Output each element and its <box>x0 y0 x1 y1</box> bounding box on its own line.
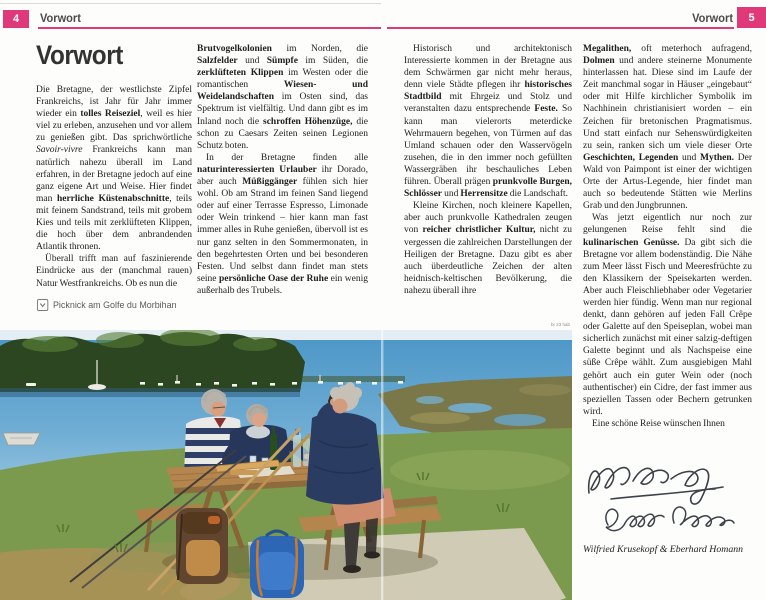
text-column-left-2: Brutvogelkolonien im Norden, die Salzfelder und Sümpfe im Süden, die zerklüfteten Klippen im Westen oder die romantischen Wiesen- und Weidelandschaften im Osten sind, das Spektrum ist vielfältig. Und dann gibt es im Inland noch die schroffen Höhenzüge, die schon zu Caesars Zeiten seinen Legionen Schutz boten. In der Bretagne finden alle naturinteressierten Urlauber ihr Dorado, aber auch Müßiggänger fühlen sich hier wohl. Ob am Strand im feinen Sand liegend oder auf einer Terrasse Espresso, Limonade oder Wein trinkend – hier kann man fast immer alles in Ruhe genießen, übervoll ist es nur ganz selten in den Sommermonaten, in den begehrtesten Orten und bei besonderen Festen. Und selbst dann findet man stets seine persönliche Oase der Ruhe ein wenig außerhalb des Trubels. <box>197 44 368 296</box>
page-number-tab-right <box>737 7 766 28</box>
page-gutter-line <box>381 330 383 600</box>
photo-caption-text: Picknick am Golfe du Morbihan <box>52 299 177 311</box>
page-number-tab-left <box>3 10 29 28</box>
text-column-left-1: Die Bretagne, der westlichste Zipfel Frankreichs, ist Jahr für Jahr immer wieder ein tolles Reiseziel, weil es hier viel zu erleben, anzusehen und vor allem zu genießen gibt. Das sprichwörtliche Savoir-vivre Frankreichs kann man natürlich nahezu überall im Land erfahren, in der Bretagne jedoch auf eine ganz eigene Art und Weise. Hier findet man herrliche Küstenabschnitte, teils mit feinem Sandstrand, teils mit grobem Kies und teils mit zerklüfteten Klippen, die hoch über dem anbrandenden Atlantik thronen. Überall trifft man auf faszinierende Eindrücke aus der (manchmal rauen) Natur Westfrankreichs. Ob es nun die <box>36 85 192 289</box>
photo-picnic-golfe-du-morbihan <box>0 330 572 600</box>
authors-names: Wilfried Krusekopf & Eberhard Homann <box>583 544 744 555</box>
running-header-left: Vorwort <box>40 11 81 25</box>
text-column-right-2: Megalithen, oft meterhoch aufragend, Dolmen und andere steinerne Monumente hinterlassen hat. Diese sind im Laufe der Zeit manchmal sogar in Häuser „eingebaut“ oder mit Hilfe kirchlicher Symbolik im Nachhinein christianisiert worden – ein Zeichen für bretonischen Pragmatismus. Und statt einfach nur Sehenswürdigkeiten zu sein, ranken sich um viele dieser Orte Geschichten, Legenden und Mythen. Der Wald von Paimpont ist einer der wichtigen Orte der Artus-Legende, hier findet man auch so bedeutende Stätten wie Merlins Grab und den Jungbrunnen. Was jetzt eigentlich nur noch zur gelungenen Reise fehlt sind die kulinarischen Genüsse. Da gibt sich die Bretagne vor allem bodenständig. Die Nähe zum Meer lässt Fisch und Meeresfrüchte zu den Klassikern der Speisekarten werden. Aber auch Fleischliebhaber oder Vegetarier werden hier fündig. Wenn man nur regional denkt, dann gehören auf jeden Fall Crêpe oder Galette auf den Speiseplan, wobei man sicherlich zunächst mit einer salzig-deftigen Galette beginnt und als Nachspeise eine süße Crêpe wählt. Zum ausgiebigen Mahl gehört auch ein guter Wein oder (noch authentischer) ein Cidre, der fast immer aus speziellen Tassen oder Bechern getrunken wird. Eine schöne Reise wünschen Ihnen <box>583 44 752 429</box>
page-number-right: 5 <box>748 11 755 24</box>
photo-caption <box>37 299 177 311</box>
header-rule-left <box>38 27 381 29</box>
rowboat <box>3 433 40 445</box>
photo-below-indicator-icon <box>37 299 48 311</box>
photo-credit: br 23 hab <box>550 322 570 327</box>
header-rule-right <box>387 27 734 29</box>
text-column-right-1: Historisch und architektonisch Interessierte kommen in der Bretagne aus dem Schwärmen gar nicht mehr heraus, denn viele Städte pflegen ihr historisches Stadtbild mit Ehrgeiz und Stolz und veranstalten dazu entsprechende Feste. So kann man vielerorts meterdicke Wehrmauern begehen, von Türmen auf das Umland schauen oder den Wasservögeln zusehen, die in den immer noch gefüllten Wassergräben ihr beschauliches Leben führen. Überall prägen prunkvolle Burgen, Schlösser und Herrensitze die Landschaft. Kleine Kirchen, noch kleinere Kapellen, aber auch prunkvolle Kathedralen zeugen von reicher christlicher Kultur, nicht zu vergessen die zahlreichen Darstellungen der Heiligen der Bretagne. Dazu gibt es aber auch überdeutliche Zeichen der alten heidnisch-keltischen Bevölkerung, die nahezu überall ihre <box>404 44 572 296</box>
backpack-brown <box>176 508 228 584</box>
running-header-right: Vorwort <box>692 11 733 25</box>
chapter-title: Vorwort <box>36 40 123 70</box>
page-edge-line <box>0 3 381 4</box>
signature-eberhard-homann <box>598 499 738 541</box>
page-number-left: 4 <box>12 13 20 25</box>
backpack-blue <box>250 531 304 598</box>
